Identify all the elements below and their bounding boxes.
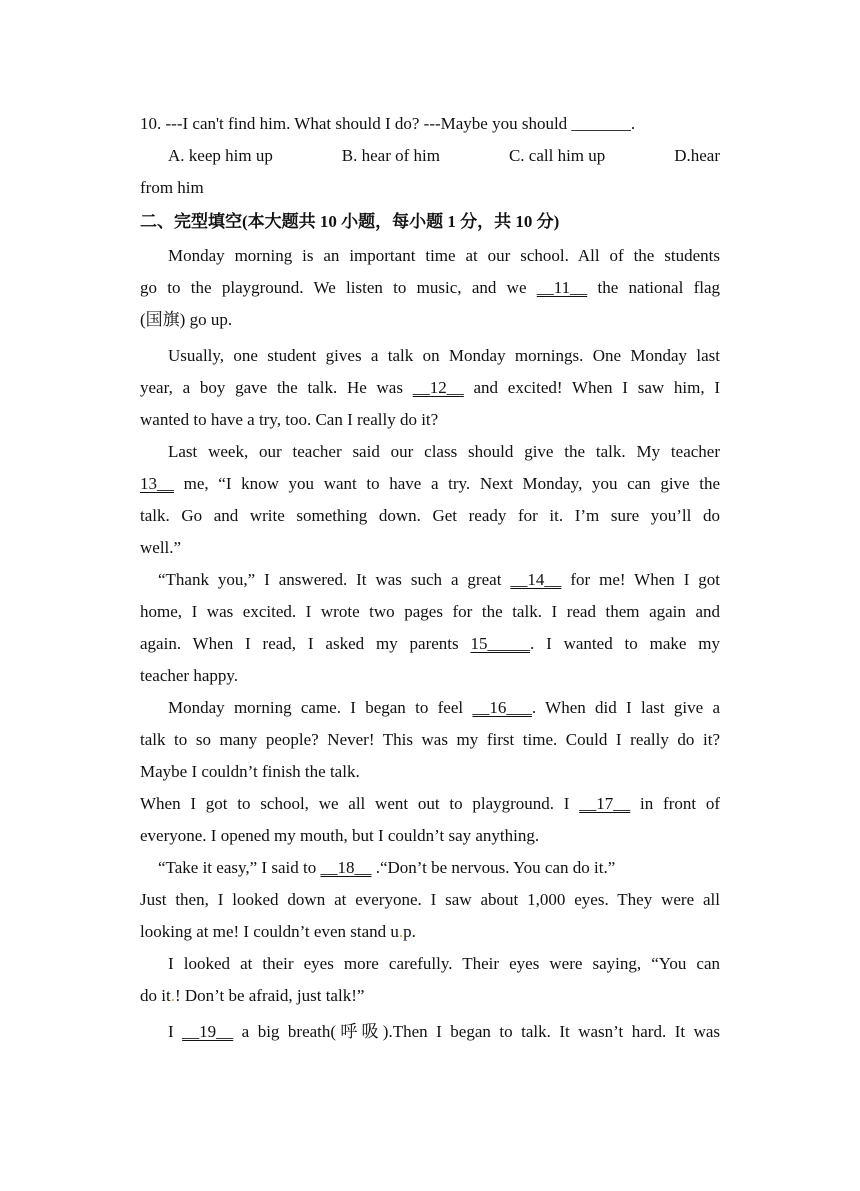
text-run: talk to so many people? Never! This was my first time. Could I really do it? <box>140 730 720 749</box>
text-run: wanted to have a try, too. Can I really do it? <box>140 410 439 429</box>
paragraph-9-line-1 <box>140 948 720 980</box>
paragraph-4-line-3 <box>140 628 720 660</box>
blank-12: __12__ <box>412 378 464 397</box>
option-d-continued <box>140 172 720 204</box>
option-a: A. keep him up <box>168 146 273 165</box>
text-run: (国旗) go up. <box>140 310 233 329</box>
option-c: C. call him up <box>508 146 606 165</box>
text-run: a big breath(呼吸).Then I began to talk. It wasn’t hard. It was <box>241 1022 720 1041</box>
text-run: .“Don’t be nervous. You can do it.” <box>375 858 616 877</box>
text-run: go to the playground. We listen to music, and we <box>140 278 527 297</box>
paragraph-3-line-3 <box>140 500 720 532</box>
paragraph-5-line-1 <box>140 692 720 724</box>
text-run: for me! When I got <box>570 570 720 589</box>
edit-mark: . <box>170 986 175 1005</box>
text-run: do it <box>140 986 171 1005</box>
paragraph-5-line-2 <box>140 724 720 756</box>
text-run: Last week, our teacher said our class should give the talk. My teacher <box>168 442 720 461</box>
text-run: in front of <box>640 794 720 813</box>
question-10-options <box>140 140 720 172</box>
text-run: I <box>168 1022 174 1041</box>
text-run: everyone. I opened my mouth, but I couldn’t say anything. <box>140 826 540 845</box>
document-content <box>140 108 720 1048</box>
text-run: and excited! When I saw him, I <box>473 378 720 397</box>
blank-14: __14__ <box>510 570 562 589</box>
paragraph-1-line-3 <box>140 304 720 336</box>
question-10-stem <box>140 108 720 140</box>
text-run: looking at me! I couldn’t even stand u <box>140 922 399 941</box>
paragraph-5-line-3 <box>140 756 720 788</box>
text-run: Monday morning came. I began to feel <box>168 698 464 717</box>
blank-18: __18__ <box>320 858 372 877</box>
paragraph-4-line-1 <box>140 564 720 596</box>
paragraph-4-line-2 <box>140 596 720 628</box>
text-run: year, a boy gave the talk. He was <box>140 378 403 397</box>
text-run: . When did I last give a <box>531 698 720 717</box>
text-run: talk. Go and write something down. Get ready for it. I’m sure you’ll do <box>140 506 720 525</box>
paragraph-7-line-1 <box>140 852 720 884</box>
text-run: “Take it easy,” I said to <box>158 858 317 877</box>
text-run: . I wanted to make my <box>530 634 720 653</box>
text-run: teacher happy. <box>140 666 239 685</box>
paragraph-8-line-2 <box>140 916 720 948</box>
blank-17: __17__ <box>579 794 631 813</box>
paragraph-6-line-2 <box>140 820 720 852</box>
text-run: me, “I know you want to have a try. Next Monday, you can give the <box>183 474 720 493</box>
section-2-title <box>140 206 720 238</box>
text-run: well.” <box>140 538 182 557</box>
paragraph-4-line-4 <box>140 660 720 692</box>
option-d: D.hear <box>674 146 720 165</box>
paragraph-8-line-1 <box>140 884 720 916</box>
question-10-text: 10. ---I can't find him. What should I do? ---Maybe you should _______. <box>140 114 636 133</box>
paragraph-10-line-1 <box>140 1016 720 1048</box>
text-run: When I got to school, we all went out to playground. I <box>140 794 570 813</box>
edit-mark: . <box>398 922 404 941</box>
text-run: Monday morning is an important time at our school. All of the students <box>168 246 720 265</box>
blank-11: __11__ <box>536 278 588 297</box>
paragraph-1-line-2 <box>140 272 720 304</box>
text-run: Maybe I couldn’t finish the talk. <box>140 762 360 781</box>
text-run: again. When I read, I asked my parents <box>140 634 459 653</box>
blank-13: 13__ <box>140 474 174 493</box>
blank-19: __19__ <box>182 1022 234 1041</box>
blank-16: __16___ <box>472 698 532 717</box>
text-run: home, I was excited. I wrote two pages for the talk. I read them again and <box>140 602 720 621</box>
text-run: p. <box>403 922 416 941</box>
paragraph-2-line-3 <box>140 404 720 436</box>
option-d-wrap-text: from him <box>140 178 204 197</box>
text-run: ! Don’t be afraid, just talk!” <box>174 986 365 1005</box>
text-run: “Thank you,” I answered. It was such a great <box>158 570 502 589</box>
paragraph-3-line-4 <box>140 532 720 564</box>
paragraph-1-line-1 <box>140 240 720 272</box>
paragraph-3-line-2 <box>140 468 720 500</box>
blank-15: 15_____ <box>470 634 530 653</box>
text-run: Just then, I looked down at everyone. I saw about 1,000 eyes. They were all <box>140 890 720 909</box>
text-run: I looked at their eyes more carefully. Their eyes were saying, “You can <box>168 954 720 973</box>
paragraph-3-line-1 <box>140 436 720 468</box>
text-run: Usually, one student gives a talk on Monday mornings. One Monday last <box>168 346 720 365</box>
section-2-title-text: 二、完型填空(本大题共 10 小题，每小题 1 分，共 10 分) <box>140 212 560 231</box>
option-b: B. hear of him <box>341 146 440 165</box>
paragraph-9-line-2 <box>140 980 720 1012</box>
paragraph-6-line-1 <box>140 788 720 820</box>
paragraph-2-line-1 <box>140 340 720 372</box>
text-run: the national flag <box>597 278 720 297</box>
paragraph-2-line-2 <box>140 372 720 404</box>
